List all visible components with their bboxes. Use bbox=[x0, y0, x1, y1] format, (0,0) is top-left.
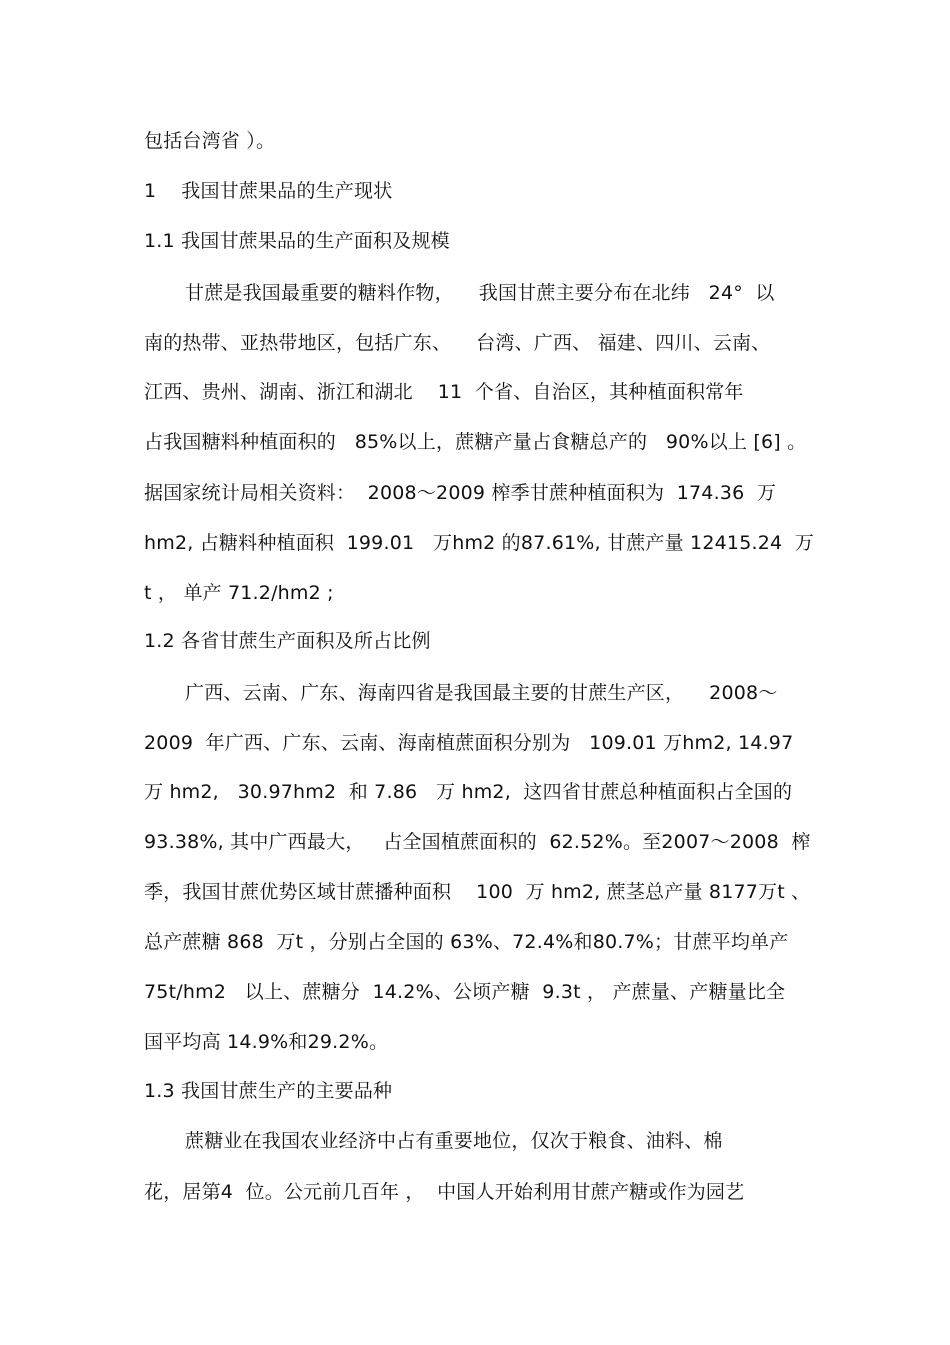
paragraph-line: 江西、贵州、湖南、浙江和湖北 11 个省、自治区，其种植面积常年 bbox=[144, 381, 744, 403]
paragraph-line: 国平均高 14.9%和29.2%。 bbox=[144, 1031, 389, 1053]
subsection-heading: 1.2 各省甘蔗生产面积及所占比例 bbox=[144, 630, 431, 652]
paragraph-line: 占我国糖料种植面积的 85%以上，蔗糖产量占食糖总产的 90%以上 [6] 。 bbox=[144, 431, 807, 453]
paragraph-line: 万 hm2, 30.97hm2 和 7.86 万 hm2, 这四省甘蔗总种植面积占全国的 bbox=[144, 781, 793, 803]
paragraph-line: 南的热带、亚热带地区，包括广东、 台湾、广西、 福建、四川、云南、 bbox=[144, 332, 771, 354]
paragraph-line: t ， 单产 71.2/hm2 ; bbox=[144, 582, 334, 604]
paragraph-line: 总产蔗糖 868 万t ，分别占全国的 63%、72.4%和80.7%；甘蔗平均单产 bbox=[144, 931, 789, 953]
paragraph-line: 据国家统计局相关资料： 2008～2009 榨季甘蔗种植面积为 174.36 万 bbox=[144, 482, 777, 504]
paragraph-line: 75t/hm2 以上、蔗糖分 14.2%、公顷产糖 9.3t ， 产蔗量、产糖量比全 bbox=[144, 981, 786, 1003]
paragraph-line: hm2, 占糖料种植面积 199.01 万hm2 的87.61%, 甘蔗产量 12415.24 万 bbox=[144, 532, 814, 554]
section-heading: 1 我国甘蔗果品的生产现状 bbox=[144, 180, 393, 202]
paragraph-line: 花，居第4 位。公元前几百年 ， 中国人开始利用甘蔗产糖或作为园艺 bbox=[144, 1181, 745, 1203]
paragraph-line: 甘蔗是我国最重要的糖料作物， 我国甘蔗主要分布在北纬 24° 以 bbox=[185, 282, 775, 304]
paragraph-line: 广西、云南、广东、海南四省是我国最主要的甘蔗生产区， 2008～ bbox=[185, 682, 778, 704]
subsection-heading: 1.3 我国甘蔗生产的主要品种 bbox=[144, 1080, 393, 1102]
paragraph-line: 93.38%, 其中广西最大， 占全国植蔗面积的 62.52%。至2007～2008 榨 bbox=[144, 831, 811, 853]
text-line: 包括台湾省 ）。 bbox=[144, 130, 276, 152]
paragraph-line: 季，我国甘蔗优势区域甘蔗播种面积 100 万 hm2, 蔗茎总产量 8177万t 、 bbox=[144, 881, 811, 903]
subsection-heading: 1.1 我国甘蔗果品的生产面积及规模 bbox=[144, 230, 450, 252]
paragraph-line: 2009 年广西、广东、云南、海南植蔗面积分别为 109.01 万hm2, 14.97 bbox=[144, 732, 794, 754]
paragraph-line: 蔗糖业在我国农业经济中占有重要地位，仅次于粮食、油料、棉 bbox=[185, 1130, 723, 1152]
